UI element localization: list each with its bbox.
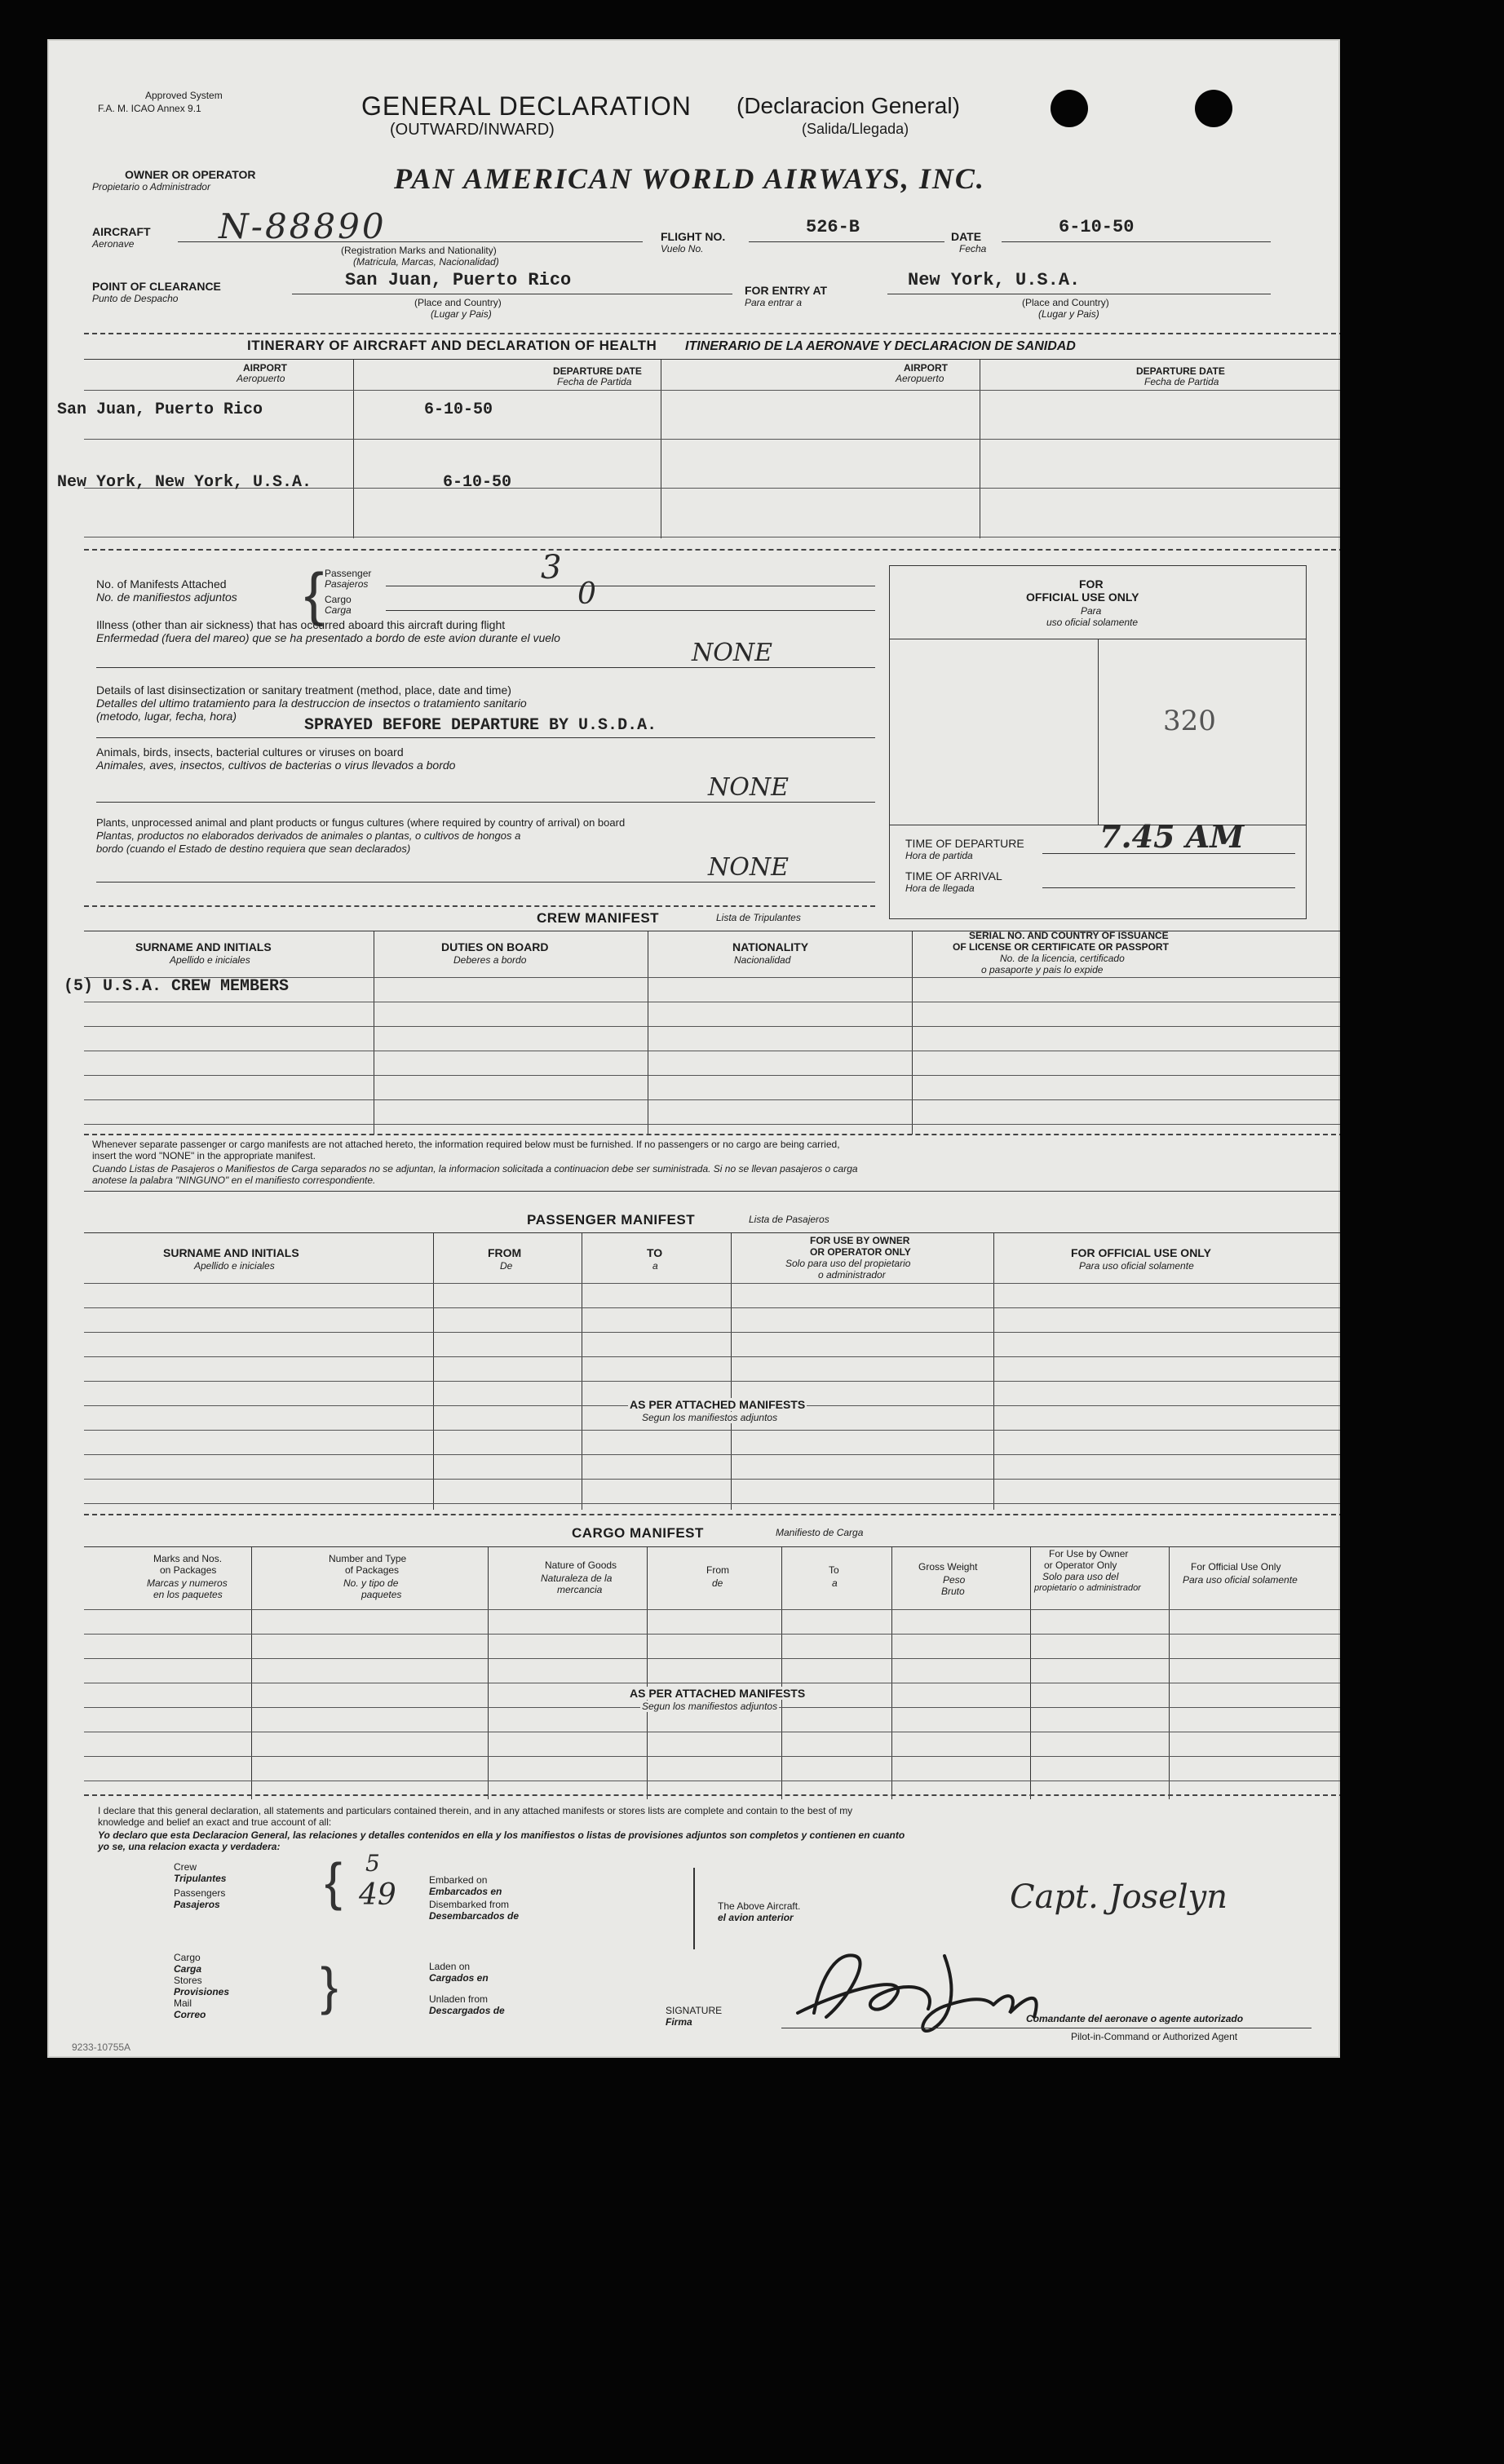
manifests-passenger: Passenger bbox=[325, 568, 372, 579]
manifests-label: No. of Manifests Attached bbox=[96, 577, 227, 591]
itinerary-title-es: ITINERARIO DE LA AERONAVE Y DECLARACION DE SANIDAD bbox=[685, 339, 1076, 353]
flight-label-es: Vuelo No. bbox=[661, 243, 704, 254]
crew-entry: (5) U.S.A. CREW MEMBERS bbox=[64, 977, 290, 996]
section-divider bbox=[84, 549, 1340, 551]
manifests-cargo: Cargo bbox=[325, 594, 352, 605]
unladen-label-es: Descargados de bbox=[429, 2005, 505, 2016]
crew-row-rule bbox=[84, 1026, 1340, 1027]
cargo-col-from: From bbox=[706, 1564, 729, 1576]
form-title-sub: (OUTWARD/INWARD) bbox=[390, 121, 555, 139]
passenger-top-rule bbox=[84, 1232, 1340, 1233]
departure-time-line bbox=[1042, 853, 1295, 854]
cargo-col-rule bbox=[1169, 1546, 1170, 1799]
passenger-row-rule bbox=[84, 1503, 1340, 1504]
passenger-col-rule bbox=[731, 1232, 732, 1510]
passenger-title-es: Lista de Pasajeros bbox=[749, 1214, 829, 1225]
disinsect-line bbox=[96, 737, 875, 738]
pilot-in-command-es: Comandante del aeronave o agente autorizado bbox=[1026, 2013, 1244, 2024]
crew-col-surname: SURNAME AND INITIALS bbox=[135, 940, 272, 953]
departure-time-label-es: Hora de partida bbox=[905, 850, 973, 861]
cargo-col-weight-es2: Bruto bbox=[941, 1586, 965, 1597]
cargo-item-mail: Mail bbox=[174, 1997, 192, 2009]
passenger-col-official-es: Para uso oficial solamente bbox=[1079, 1260, 1194, 1272]
passenger-col-rule bbox=[993, 1232, 994, 1510]
declaration-form bbox=[47, 39, 1340, 2058]
itinerary-col-date-2: DEPARTURE DATE bbox=[1136, 365, 1225, 377]
instruction-rule bbox=[84, 1191, 1340, 1192]
passenger-row-rule bbox=[84, 1479, 1340, 1480]
punch-hole bbox=[1051, 90, 1088, 127]
passenger-col-from: FROM bbox=[488, 1246, 522, 1259]
itinerary-col-date: DEPARTURE DATE bbox=[553, 365, 642, 377]
passenger-col-rule bbox=[433, 1232, 434, 1510]
form-title-es: (Declaracion General) bbox=[737, 93, 960, 118]
signature-label-es: Firma bbox=[666, 2016, 692, 2028]
cargo-col-nature: Nature of Goods bbox=[545, 1559, 617, 1571]
passenger-col-to-es: a bbox=[652, 1260, 658, 1272]
itinerary-col-date-es-2: Fecha de Partida bbox=[1144, 376, 1219, 387]
cargo-col-owner: For Use by Owner bbox=[1049, 1548, 1129, 1559]
passenger-col-owner: FOR USE BY OWNER bbox=[810, 1235, 910, 1246]
cargo-col-number-es: No. y tipo de bbox=[343, 1577, 399, 1589]
entry-value: New York, U.S.A. bbox=[908, 270, 1081, 290]
date-line bbox=[1002, 241, 1271, 242]
itinerary-col-airport-es-2: Aeropuerto bbox=[896, 373, 944, 384]
declaration-line2: knowledge and belief an exact and true account of all: bbox=[98, 1816, 332, 1828]
cargo-col-marks-es: Marcas y numeros bbox=[147, 1577, 228, 1589]
flight-line bbox=[749, 241, 944, 242]
instruction-line1: Whenever separate passenger or cargo manifests are not attached hereto, the information required below must be furnished. If no passengers or no cargo are being carried, bbox=[92, 1139, 840, 1150]
manifests-passenger-value: 3 bbox=[541, 549, 562, 586]
cargo-col-weight: Gross Weight bbox=[918, 1561, 978, 1573]
passenger-row-rule bbox=[84, 1454, 1340, 1455]
embarked-label: Embarked on bbox=[429, 1874, 488, 1886]
cargo-row-rule bbox=[84, 1634, 1340, 1635]
declaration-line4: yo se, una relacion exacta y verdadera: bbox=[98, 1841, 281, 1852]
cargo-item-correo: Correo bbox=[174, 2009, 206, 2020]
passenger-title: PASSENGER MANIFEST bbox=[527, 1212, 696, 1228]
crew-title-es: Lista de Tripulantes bbox=[716, 912, 801, 923]
disinsect-label-es2: (metodo, lugar, fecha, hora) bbox=[96, 710, 237, 723]
crew-col-surname-es: Apellido e iniciales bbox=[170, 954, 250, 966]
disembarked-label-es: Desembarcados de bbox=[429, 1910, 520, 1922]
passenger-col-from-es: De bbox=[500, 1260, 513, 1272]
unladen-label: Unladen from bbox=[429, 1993, 489, 2005]
itinerary-row-2-date: 6-10-50 bbox=[443, 473, 512, 492]
plants-label-es2: bordo (cuando el Estado de destino requiera que sean declarados) bbox=[96, 843, 411, 855]
plants-label: Plants, unprocessed animal and plant products or fungus cultures (where required by country of arrival) on board bbox=[96, 816, 626, 829]
official-stamp-number: 320 bbox=[1163, 705, 1216, 737]
cargo-col-official: For Official Use Only bbox=[1191, 1561, 1281, 1573]
form-number: 9233-10755A bbox=[72, 2042, 131, 2053]
crew-col-serial: SERIAL NO. AND COUNTRY OF ISSUANCE bbox=[969, 930, 1169, 941]
passenger-col-surname-es: Apellido e iniciales bbox=[194, 1260, 275, 1272]
laden-label-es: Cargados en bbox=[429, 1972, 489, 1984]
passenger-col-owner-es: Solo para uso del propietario bbox=[785, 1258, 911, 1269]
owner-label: OWNER OR OPERATOR bbox=[125, 168, 256, 181]
cargo-item-carga: Carga bbox=[174, 1963, 202, 1975]
date-value: 6-10-50 bbox=[1059, 217, 1135, 237]
aircraft-note: (Registration Marks and Nationality) bbox=[341, 245, 497, 256]
disembarked-label: Disembarked from bbox=[429, 1899, 510, 1910]
cargo-col-owner-b: or Operator Only bbox=[1044, 1559, 1117, 1571]
itinerary-top-rule bbox=[84, 359, 1340, 360]
itinerary-col-airport-2: AIRPORT bbox=[904, 362, 948, 374]
disinsect-value: SPRAYED BEFORE DEPARTURE BY U.S.D.A. bbox=[304, 716, 657, 735]
instruction-line2: insert the word "NONE" in the appropriate manifest. bbox=[92, 1150, 316, 1161]
illness-value: NONE bbox=[692, 639, 772, 667]
itinerary-row-2-airport: New York, New York, U.S.A. bbox=[57, 473, 312, 492]
itinerary-col-date-es: Fecha de Partida bbox=[557, 376, 632, 387]
itinerary-col-rule bbox=[353, 359, 354, 538]
passenger-row-rule bbox=[84, 1430, 1340, 1431]
laden-label: Laden on bbox=[429, 1961, 471, 1972]
illness-line bbox=[96, 667, 875, 668]
clearance-label: POINT OF CLEARANCE bbox=[92, 280, 221, 293]
cargo-col-nature-es2: mercancia bbox=[557, 1584, 603, 1595]
flight-label: FLIGHT NO. bbox=[661, 230, 726, 243]
cargo-col-weight-es: Peso bbox=[943, 1574, 966, 1586]
crew-title: CREW MANIFEST bbox=[537, 910, 660, 926]
cargo-brace: } bbox=[321, 1957, 338, 2015]
aircraft-note-es: (Matricula, Marcas, Nacionalidad) bbox=[353, 256, 499, 268]
pilot-in-command: Pilot-in-Command or Authorized Agent bbox=[1071, 2031, 1238, 2042]
punch-hole bbox=[1195, 90, 1232, 127]
official-use-para: Para bbox=[1081, 605, 1102, 617]
crew-col-duties-es: Deberes a bordo bbox=[453, 954, 527, 966]
aircraft-label-es: Aeronave bbox=[92, 238, 135, 250]
passenger-note: AS PER ATTACHED MANIFESTS bbox=[630, 1398, 806, 1411]
clearance-note-es: (Lugar y Pais) bbox=[431, 308, 492, 320]
aircraft-line bbox=[178, 241, 643, 242]
crew-col-serial-es: No. de la licencia, certificado bbox=[1000, 953, 1125, 964]
flight-value: 526-B bbox=[806, 217, 860, 237]
manifests-cargo-value: 0 bbox=[577, 577, 596, 611]
cargo-col-from-es: de bbox=[712, 1577, 723, 1589]
crew-count-value: 5 bbox=[365, 1850, 380, 1877]
cargo-col-number-b: of Packages bbox=[345, 1564, 400, 1576]
official-use-divider bbox=[1098, 639, 1099, 825]
departure-time-value: 7.45 AM bbox=[1099, 818, 1245, 855]
passenger-row-rule bbox=[84, 1356, 1340, 1357]
crew-col-rule bbox=[912, 931, 913, 1135]
section-divider bbox=[84, 1514, 1340, 1515]
aircraft-declared-label: The Above Aircraft. bbox=[718, 1900, 801, 1912]
entry-note: (Place and Country) bbox=[1022, 297, 1109, 308]
crew-col-duties: DUTIES ON BOARD bbox=[441, 940, 549, 953]
clearance-note: (Place and Country) bbox=[414, 297, 502, 308]
disinsect-label: Details of last disinsectization or sanitary treatment (method, place, date and time) bbox=[96, 683, 511, 697]
entry-note-es: (Lugar y Pais) bbox=[1038, 308, 1099, 320]
itinerary-title: ITINERARY OF AIRCRAFT AND DECLARATION OF HEALTH bbox=[247, 338, 657, 353]
passenger-count-label-es: Pasajeros bbox=[174, 1899, 220, 1910]
cargo-col-rule bbox=[1030, 1546, 1031, 1799]
plants-line bbox=[96, 882, 875, 883]
arrival-time-label: TIME OF ARRIVAL bbox=[905, 869, 1002, 883]
crew-row-rule bbox=[84, 1099, 1340, 1100]
passenger-count-label: Passengers bbox=[174, 1887, 226, 1899]
section-divider bbox=[84, 333, 1340, 334]
aircraft-value: N-88890 bbox=[219, 206, 387, 246]
passenger-col-surname: SURNAME AND INITIALS bbox=[163, 1246, 299, 1259]
pilot-signature bbox=[749, 1940, 1124, 2046]
crew-row-rule bbox=[84, 1075, 1340, 1076]
official-use-es: uso oficial solamente bbox=[1046, 617, 1139, 628]
passenger-row-rule bbox=[84, 1307, 1340, 1308]
cargo-col-rule bbox=[488, 1546, 489, 1799]
animals-label: Animals, birds, insects, bacterial cultures or viruses on board bbox=[96, 745, 404, 759]
cargo-col-official-es: Para uso oficial solamente bbox=[1183, 1574, 1298, 1586]
cargo-col-marks-es2: en los paquetes bbox=[153, 1589, 223, 1600]
crew-col-serial-es2: o pasaporte y pais lo expide bbox=[981, 964, 1104, 975]
cargo-note: AS PER ATTACHED MANIFESTS bbox=[630, 1687, 806, 1700]
passenger-col-owner-b: OR OPERATOR ONLY bbox=[810, 1246, 911, 1258]
cargo-col-rule bbox=[251, 1546, 252, 1799]
passenger-note-es: Segun los manifiestos adjuntos bbox=[642, 1412, 778, 1423]
declaration-line1: I declare that this general declaration, all statements and particulars contained therein, and in any attached manifests or stores lists are complete and contain to the best of my bbox=[98, 1805, 853, 1816]
cargo-top-rule bbox=[84, 1546, 1340, 1547]
disinsect-label-es: Detalles del ultimo tratamiento para la destruccion de insectos o tratamiento sanitario bbox=[96, 697, 527, 710]
animals-line bbox=[96, 802, 875, 803]
form-title-es-sub: (Salida/Llegada) bbox=[802, 121, 909, 137]
cargo-col-owner-es: Solo para uso del bbox=[1042, 1571, 1119, 1582]
section-divider bbox=[84, 905, 875, 907]
passenger-col-official: FOR OFFICIAL USE ONLY bbox=[1071, 1246, 1211, 1259]
cargo-title-es: Manifiesto de Carga bbox=[776, 1527, 864, 1538]
passenger-col-owner-es2: o administrador bbox=[818, 1269, 886, 1281]
cargo-col-rule bbox=[891, 1546, 892, 1799]
cargo-col-number: Number and Type bbox=[329, 1553, 407, 1564]
arrival-time-line bbox=[1042, 887, 1295, 888]
entry-label: FOR ENTRY AT bbox=[745, 284, 828, 297]
passenger-col-to: TO bbox=[647, 1246, 663, 1259]
passenger-count-value: 49 bbox=[359, 1878, 396, 1912]
crew-count-label-es: Tripulantes bbox=[174, 1873, 227, 1884]
manifests-label-es: No. de manifiestos adjuntos bbox=[96, 591, 237, 604]
cargo-col-marks: Marks and Nos. bbox=[153, 1553, 223, 1564]
itinerary-row-1-date: 6-10-50 bbox=[424, 400, 493, 419]
passenger-row-rule bbox=[84, 1381, 1340, 1382]
section-divider bbox=[84, 1134, 1340, 1135]
entry-label-es: Para entrar a bbox=[745, 297, 803, 308]
cargo-note-es: Segun los manifiestos adjuntos bbox=[642, 1701, 778, 1712]
clearance-label-es: Punto de Despacho bbox=[92, 293, 179, 304]
cargo-col-owner-es2: propietario o administrador bbox=[1034, 1583, 1141, 1593]
manifests-brace: { bbox=[304, 562, 325, 627]
count-brace: { bbox=[325, 1852, 343, 1911]
cargo-item-cargo: Cargo bbox=[174, 1952, 201, 1963]
crew-col-nationality-es: Nacionalidad bbox=[734, 954, 791, 966]
manifests-cargo-es: Carga bbox=[325, 604, 352, 616]
cargo-col-rule bbox=[647, 1546, 648, 1799]
declaration-bracket bbox=[693, 1868, 695, 1949]
captain-name: Capt. Joselyn bbox=[1010, 1878, 1228, 1916]
animals-value: NONE bbox=[708, 773, 789, 802]
manifests-passenger-es: Pasajeros bbox=[325, 578, 369, 590]
departure-time-label: TIME OF DEPARTURE bbox=[905, 837, 1024, 850]
plants-value: NONE bbox=[708, 853, 789, 882]
passenger-row-rule bbox=[84, 1332, 1340, 1333]
cargo-col-number-es2: paquetes bbox=[361, 1589, 402, 1600]
crew-col-nationality: NATIONALITY bbox=[732, 940, 809, 953]
cargo-col-marks-b: on Packages bbox=[160, 1564, 217, 1576]
plants-label-es: Plantas, productos no elaborados derivados de animales o plantas, o cultivos de hongos a bbox=[96, 829, 521, 842]
declaration-line3: Yo declaro que esta Declaracion General, las relaciones y detalles contenidos en ella y los manifiestos o listas de provisiones adjuntos son completos y contienen en cuanto bbox=[98, 1829, 905, 1841]
cargo-header-rule bbox=[84, 1609, 1340, 1610]
crew-row-rule bbox=[84, 1124, 1340, 1125]
cargo-item-stores: Stores bbox=[174, 1975, 202, 1986]
official-use-title: OFFICIAL USE ONLY bbox=[1026, 591, 1139, 604]
form-approval-line1: Approved System bbox=[145, 90, 223, 101]
itinerary-col-airport: AIRPORT bbox=[243, 362, 287, 374]
cargo-col-to: To bbox=[829, 1564, 839, 1576]
owner-label-es: Propietario o Administrador bbox=[92, 181, 210, 192]
date-label-es: Fecha bbox=[959, 243, 987, 254]
itinerary-col-airport-es: Aeropuerto bbox=[237, 373, 285, 384]
cargo-col-to-es: a bbox=[832, 1577, 838, 1589]
cargo-row-rule bbox=[84, 1756, 1340, 1757]
crew-col-serial-b: OF LICENSE OR CERTIFICATE OR PASSPORT bbox=[953, 941, 1169, 953]
form-approval-line2: F.A. M. ICAO Annex 9.1 bbox=[98, 103, 201, 114]
illness-label-es: Enfermedad (fuera del mareo) que se ha presentado a bordo de este avion durante el vuelo bbox=[96, 631, 560, 644]
instruction-line3: Cuando Listas de Pasajeros o Manifiestos de Carga separados no se adjuntan, la informacion solicitada a continuacion debe ser suministrada. Si no se llevan pasajeros o carga bbox=[92, 1163, 858, 1174]
owner-value: PAN AMERICAN WORLD AIRWAYS, INC. bbox=[394, 162, 985, 195]
date-label: DATE bbox=[951, 230, 982, 243]
aircraft-label: AIRCRAFT bbox=[92, 225, 151, 238]
cargo-row-rule bbox=[84, 1658, 1340, 1659]
signature-label: SIGNATURE bbox=[666, 2005, 723, 2016]
manifests-cargo-line bbox=[386, 610, 875, 611]
clearance-value: San Juan, Puerto Rico bbox=[345, 270, 572, 290]
cargo-col-rule bbox=[781, 1546, 782, 1799]
cargo-title: CARGO MANIFEST bbox=[572, 1525, 704, 1541]
itinerary-row-1-airport: San Juan, Puerto Rico bbox=[57, 400, 263, 419]
cargo-item-provisiones: Provisiones bbox=[174, 1986, 230, 1997]
section-divider bbox=[84, 1794, 1340, 1796]
animals-label-es: Animales, aves, insectos, cultivos de bacterias o virus llevados a bordo bbox=[96, 759, 456, 772]
itinerary-header-rule bbox=[84, 390, 1340, 391]
aircraft-declared-label-es: el avion anterior bbox=[718, 1912, 794, 1923]
arrival-time-label-es: Hora de llegada bbox=[905, 883, 975, 894]
instruction-line4: anotese la palabra "NINGUNO" en el manifiesto correspondiente. bbox=[92, 1174, 376, 1186]
embarked-label-es: Embarcados en bbox=[429, 1886, 502, 1897]
itinerary-row-rule bbox=[84, 439, 1340, 440]
cargo-col-nature-es: Naturaleza de la bbox=[541, 1573, 613, 1584]
form-title: GENERAL DECLARATION bbox=[361, 91, 692, 121]
passenger-header-rule bbox=[84, 1283, 1340, 1284]
crew-count-label: Crew bbox=[174, 1861, 197, 1873]
illness-label: Illness (other than air sickness) that has occurred aboard this aircraft during flight bbox=[96, 618, 506, 631]
official-use-for: FOR bbox=[1079, 577, 1104, 591]
